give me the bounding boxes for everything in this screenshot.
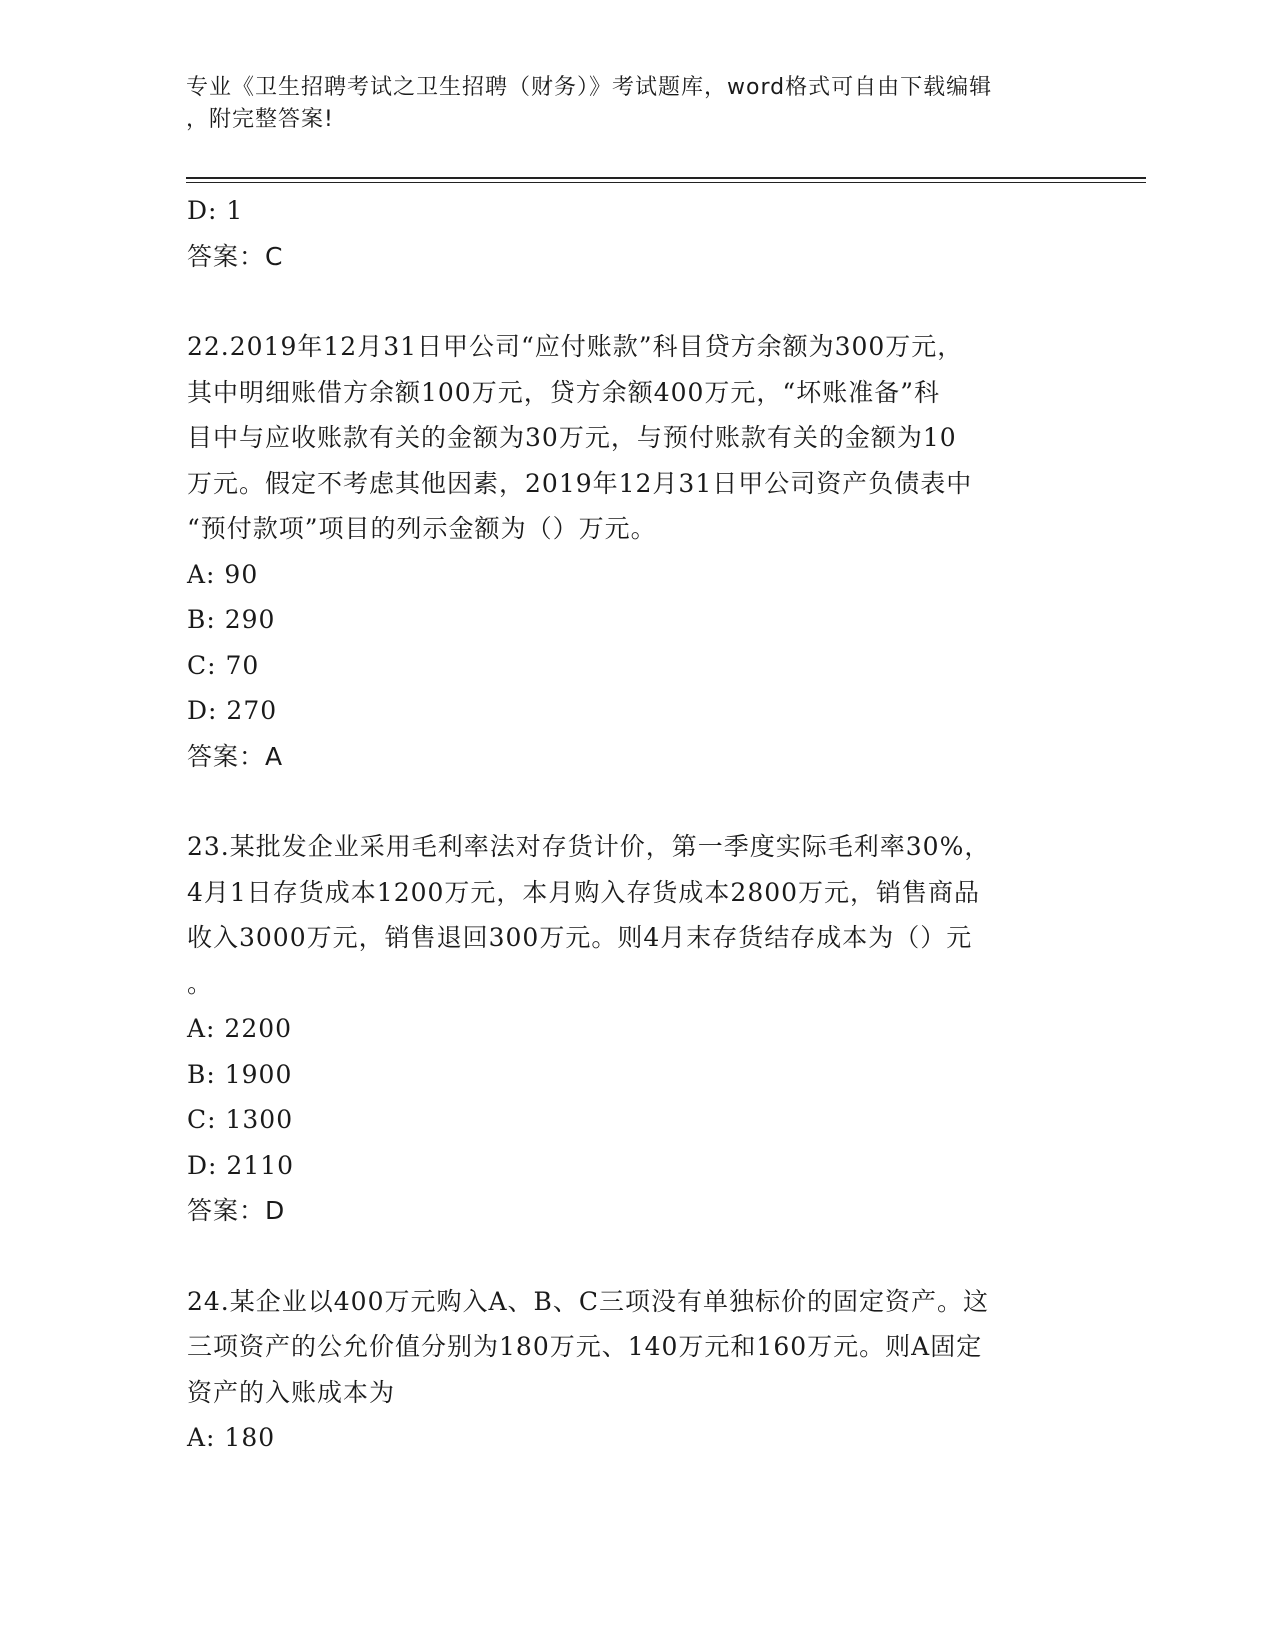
question-text-line: 收入3000万元，销售退回300万元。则4月末存货结存成本为（）元 bbox=[187, 923, 973, 952]
question-text-line: 资产的入账成本为 bbox=[187, 1377, 396, 1407]
answer: 答案：A bbox=[187, 741, 284, 771]
option-b: B: 290 bbox=[187, 605, 276, 634]
question-text-line: 目中与应收账款有关的金额为30万元，与预付账款有关的金额为10 bbox=[187, 423, 957, 452]
question-text-line: 22.2019年12月31日甲公司“应付账款”科目贷方余额为300万元， bbox=[187, 332, 964, 361]
question-text-line: 23.某批发企业采用毛利率法对存货计价，第一季度实际毛利率30%， bbox=[187, 832, 991, 861]
question-text-line: 4月1日存货成本1200万元，本月购入存货成本2800万元，销售商品 bbox=[187, 877, 981, 907]
header-line-1: 专业《卫生招聘考试之卫生招聘（财务）》考试题库，word格式可自由下载编辑 bbox=[186, 75, 993, 100]
option-a: A: 180 bbox=[187, 1423, 276, 1452]
document-header bbox=[186, 72, 1066, 136]
answer: 答案：D bbox=[187, 1196, 286, 1225]
option-c: C: 70 bbox=[187, 650, 260, 680]
header-rule-thick bbox=[186, 177, 1146, 179]
option-a: A: 90 bbox=[187, 559, 259, 589]
option-d: D: 270 bbox=[187, 696, 278, 725]
header-rule-thin bbox=[186, 182, 1146, 183]
option-d: D: 2110 bbox=[187, 1150, 295, 1180]
question-text-line: 万元。假定不考虑其他因素，2019年12月31日甲公司资产负债表中 bbox=[187, 468, 973, 498]
question-22 bbox=[187, 324, 1077, 779]
question-23 bbox=[187, 824, 1077, 1234]
option-c: C: 1300 bbox=[187, 1105, 294, 1134]
question-24 bbox=[187, 1279, 1077, 1461]
option-a: A: 2200 bbox=[187, 1014, 293, 1043]
header-line-2: ，附完整答案! bbox=[186, 107, 334, 132]
option-b: B: 1900 bbox=[187, 1059, 293, 1089]
option-d: D: 1 bbox=[187, 196, 244, 225]
answer: 答案：C bbox=[187, 241, 284, 271]
question-text-line: “预付款项”项目的列示金额为（）万元。 bbox=[187, 514, 657, 543]
question-text-line: 。 bbox=[187, 968, 214, 998]
question-text-line: 24.某企业以400万元购入A、B、C三项没有单独标价的固定资产。这 bbox=[187, 1286, 990, 1316]
question-text-line: 三项资产的公允价值分别为180万元、140万元和160万元。则A固定 bbox=[187, 1332, 983, 1361]
document-body bbox=[187, 188, 1077, 1461]
question-text-line: 其中明细账借方余额100万元，贷方余额400万元，“坏账准备”科 bbox=[187, 377, 940, 407]
